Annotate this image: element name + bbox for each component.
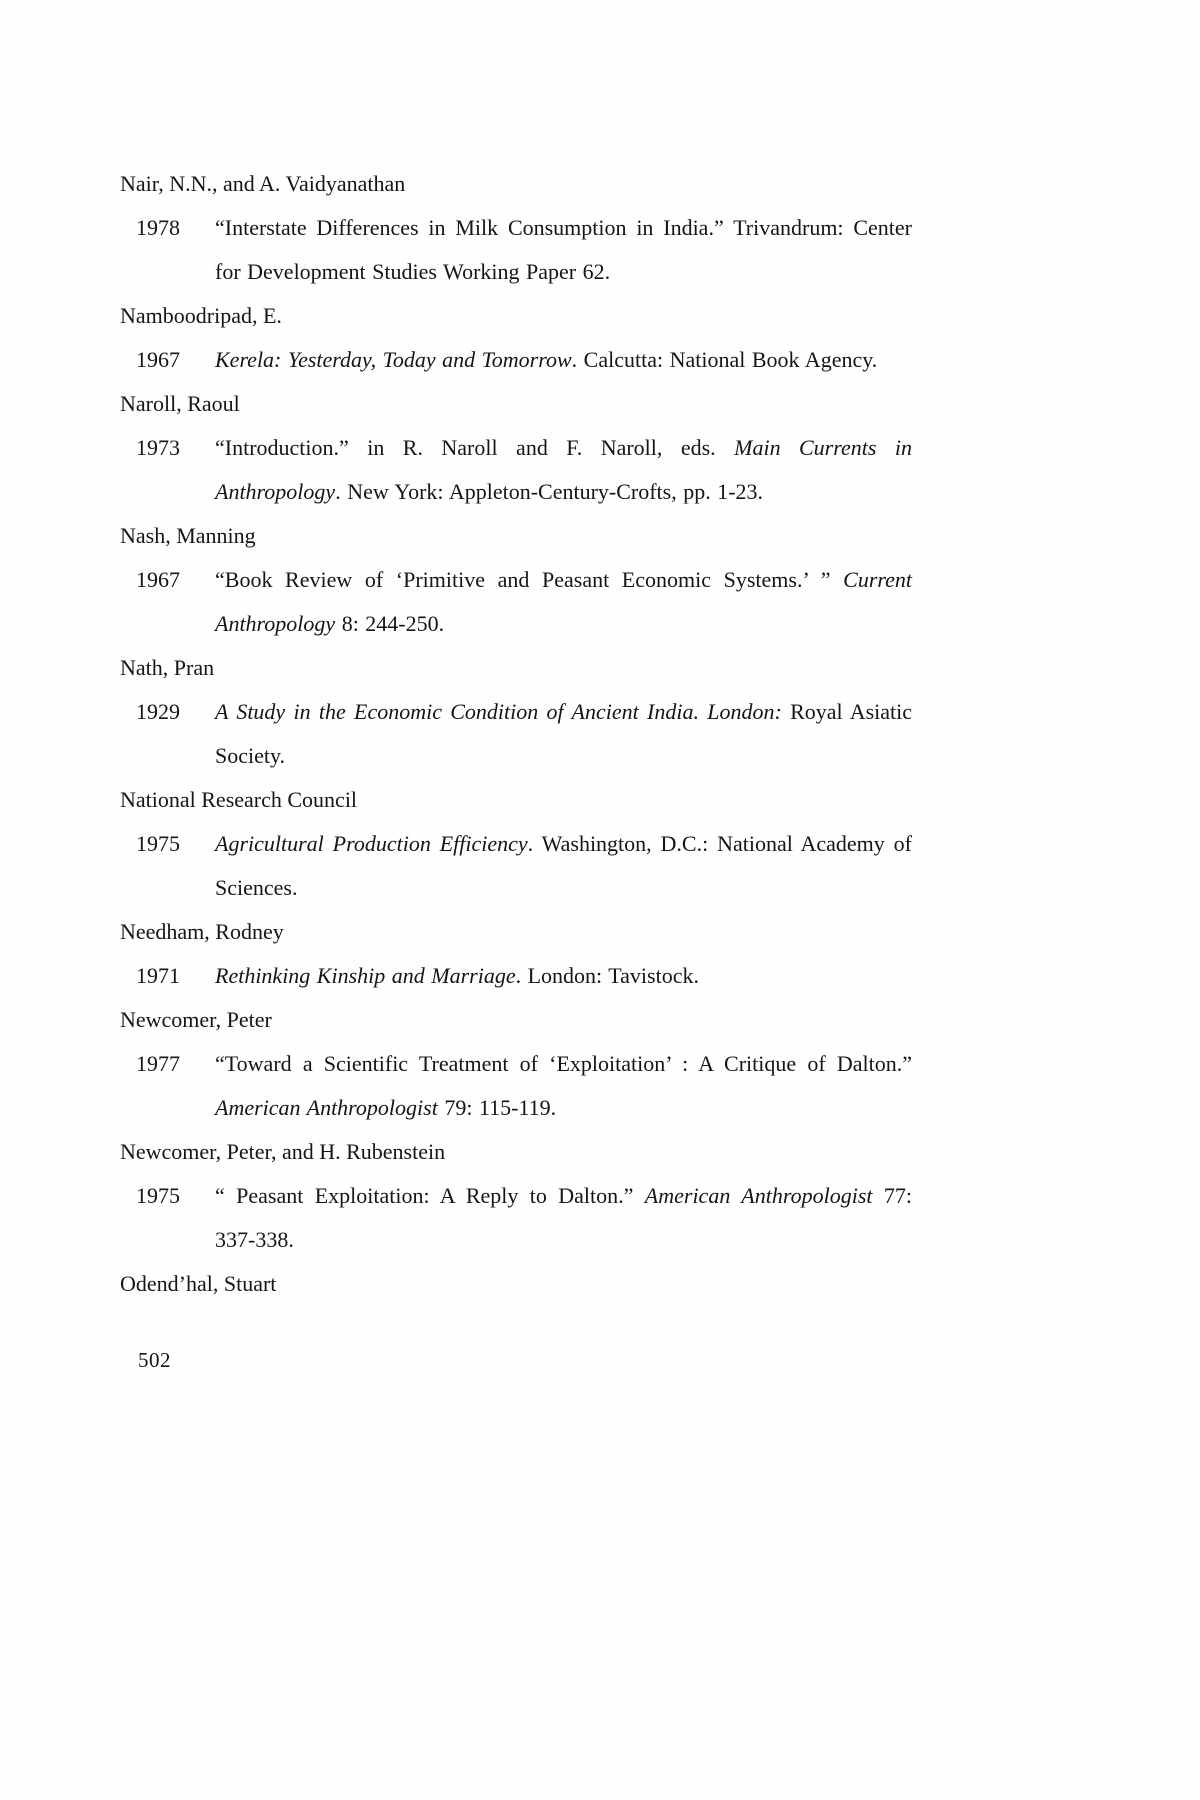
bibliography-entry xyxy=(120,382,912,514)
bibliography-entry xyxy=(120,646,912,778)
citation-title-italic: Main Currents in Anthropology xyxy=(215,435,912,504)
bibliography-list xyxy=(120,162,912,1306)
citation-segment: “Introduction.” in R. Naroll and F. Naroll, eds. xyxy=(215,435,735,460)
citation-year: 1978 xyxy=(136,215,180,240)
citation-title-italic: A Study in the Economic Condition of Ancient India. London: xyxy=(215,699,782,724)
citation-segment: 79: 115-119. xyxy=(437,1095,557,1120)
citation-segment: 77: 337-338. xyxy=(215,1183,913,1252)
author-name: Odend’hal, Stuart xyxy=(120,1271,277,1296)
citation-year: 1967 xyxy=(136,347,180,372)
citation-segment: “Interstate Differences in Milk Consumption in India.” Trivandrum: Center for Development Studies Working Paper 62. xyxy=(215,215,912,284)
citation xyxy=(136,822,912,910)
bibliography-entry xyxy=(120,1262,912,1306)
citation-title-italic: Rethinking Kinship and Marriage xyxy=(215,963,516,988)
citation xyxy=(136,206,912,294)
citation-text xyxy=(215,831,912,900)
citation-segment: “ Peasant Exploitation: A Reply to Dalton.” xyxy=(215,1183,645,1208)
citation-segment: “Book Review of ‘Primitive and Peasant Economic Systems.’ ” xyxy=(215,567,844,592)
author-name: Newcomer, Peter, and H. Rubenstein xyxy=(120,1139,446,1164)
citation-segment: Royal Asiatic Society. xyxy=(215,699,913,768)
citation-text xyxy=(215,215,912,284)
citation-year: 1973 xyxy=(136,435,180,460)
citation-year: 1975 xyxy=(136,831,180,856)
bibliography-entry xyxy=(120,514,912,646)
citation xyxy=(136,426,912,514)
citation-text xyxy=(215,963,699,988)
citation-year: 1967 xyxy=(136,567,180,592)
citation-text xyxy=(215,567,912,636)
citation-title-italic: Kerela: Yesterday, Today and Tomorrow xyxy=(215,347,572,372)
citation-text xyxy=(215,347,877,372)
citation-segment: “Toward a Scientific Treatment of ‘Exploitation’ : A Critique of Dalton.” xyxy=(215,1051,912,1076)
citation-title-italic: Current Anthropology xyxy=(215,567,912,636)
author-name: National Research Council xyxy=(120,787,358,812)
citation-text xyxy=(215,435,912,504)
citation-segment: . New York: Appleton-Century-Crofts, pp. 1-23. xyxy=(335,479,764,504)
citation-year: 1975 xyxy=(136,1183,180,1208)
author-name: Nair, N.N., and A. Vaidyanathan xyxy=(120,171,406,196)
citation xyxy=(136,954,912,998)
bibliography-entry xyxy=(120,1130,912,1262)
citation-title-italic: American Anthropologist xyxy=(644,1183,873,1208)
author-name: Needham, Rodney xyxy=(120,919,284,944)
citation-segment: . London: Tavistock. xyxy=(515,963,699,988)
bibliography-entry xyxy=(120,998,912,1130)
author-name: Namboodripad, E. xyxy=(120,303,282,328)
citation-segment: 8: 244-250. xyxy=(335,611,445,636)
citation xyxy=(136,558,912,646)
bibliography-entry xyxy=(120,910,912,998)
author-name: Nath, Pran xyxy=(120,655,215,680)
citation-title-italic: American Anthropologist xyxy=(215,1095,438,1120)
author-name: Nash, Manning xyxy=(120,523,256,548)
author-name: Newcomer, Peter xyxy=(120,1007,272,1032)
bibliography-entry xyxy=(120,162,912,294)
author-name: Naroll, Raoul xyxy=(120,391,240,416)
citation-year: 1929 xyxy=(136,699,180,724)
citation-segment: . Calcutta: National Book Agency. xyxy=(571,347,878,372)
citation-year: 1971 xyxy=(136,963,180,988)
page-number: 502 xyxy=(138,1348,171,1372)
bibliography-entry xyxy=(120,294,912,382)
citation-title-italic: Agricultural Production Efficiency xyxy=(215,831,528,856)
citation-text xyxy=(215,1183,912,1252)
bibliography-entry xyxy=(120,778,912,910)
citation xyxy=(136,690,913,778)
citation-segment: . Washington, D.C.: National Academy of Sciences. xyxy=(215,831,912,900)
citation-year: 1977 xyxy=(136,1051,180,1076)
citation xyxy=(136,1174,913,1262)
citation xyxy=(136,338,912,382)
citation xyxy=(136,1042,912,1130)
citation-text xyxy=(215,699,912,768)
citation-text xyxy=(215,1051,912,1120)
